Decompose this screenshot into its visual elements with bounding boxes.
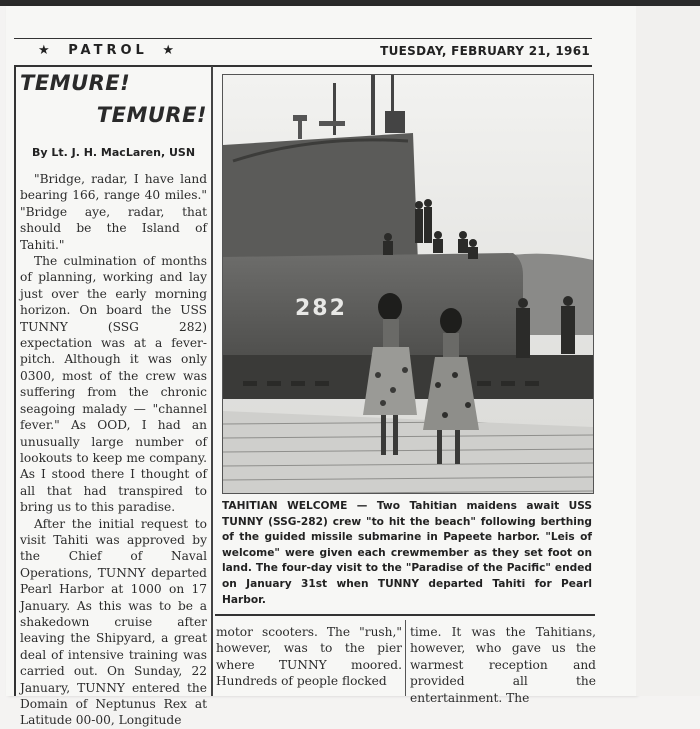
caption-lead: TAHITIAN WELCOME — [222,500,368,512]
article-column [20,68,207,729]
headline-line-1: TEMURE! [20,71,131,95]
section-rule [215,614,595,616]
article-paragraph: The culmination of months of planning, working and lay just over the early morning horizon. On board the USS TUNNY (SSG 282) expectation was at a fever-pitch. Although it was only 0300, most of the crew was suffering from the chronic seagoing malady — "channel fever." As OOD, I had an unusually large number of lookouts to keep me company. As I stood there I thought of all that had transpired to bring us to this paradise. [20,254,207,515]
photo-illustration [223,75,593,493]
scan-margin [636,6,700,696]
caption-text: Two Tahitian maidens await USS TUNNY (SSG-282) crew "to hit the beach" following berthing of the guided missile submarine in Papeete harbor. "Leis of welcome" were given each crewmember as they set foot on land. The four-day visit to the "Paradise of the Pacific" ended on January 31st when TUNNY departed Tahiti for Pearl Harbor. [222,500,592,606]
article-paragraph: time. It was the Tahitians, however, who gave us the warmest reception and provided all the entertainment. The [410,625,596,705]
article-paragraph: motor scooters. The "rush," however, was to the pier where TUNNY moored. Hundreds of people flocked [216,625,402,689]
article-paragraph: "Bridge, radar, I have land bearing 166, range 40 miles." "Bridge aye, radar, that should be the Island of Tahiti." [20,172,207,252]
headline-line-2: TEMURE! [96,103,207,127]
article-paragraph: After the initial request to visit Tahiti was approved by the Chief of Naval Operations, TUNNY departed Pearl Harbor at 1000 on 17 January. As this was to be a shakedown cruise after leaving the Shipyard, a great deal of intensive training was carried out. On Sunday, 22 January, TUNNY entered the Domain of Neptunus Rex at Latitude 00-00, Longitude [20,516,207,728]
column-rule [14,66,16,696]
photo-caption [222,499,592,608]
section-name: PATROL [68,43,148,58]
column-rule [211,66,213,696]
column-rule [405,620,406,696]
hull-number: 282 [295,296,347,321]
section-title [38,43,178,58]
star-icon: ★ [162,43,178,58]
article-body [20,171,207,729]
article-continuation-column [216,624,402,690]
issue-date: TUESDAY, FEBRUARY 21, 1961 [380,44,590,58]
masthead [14,38,592,67]
byline: By Lt. J. H. MacLaren, USN [31,146,196,159]
submarine-photo [222,74,594,494]
article-continuation-column [410,624,596,706]
star-icon: ★ [38,43,54,58]
